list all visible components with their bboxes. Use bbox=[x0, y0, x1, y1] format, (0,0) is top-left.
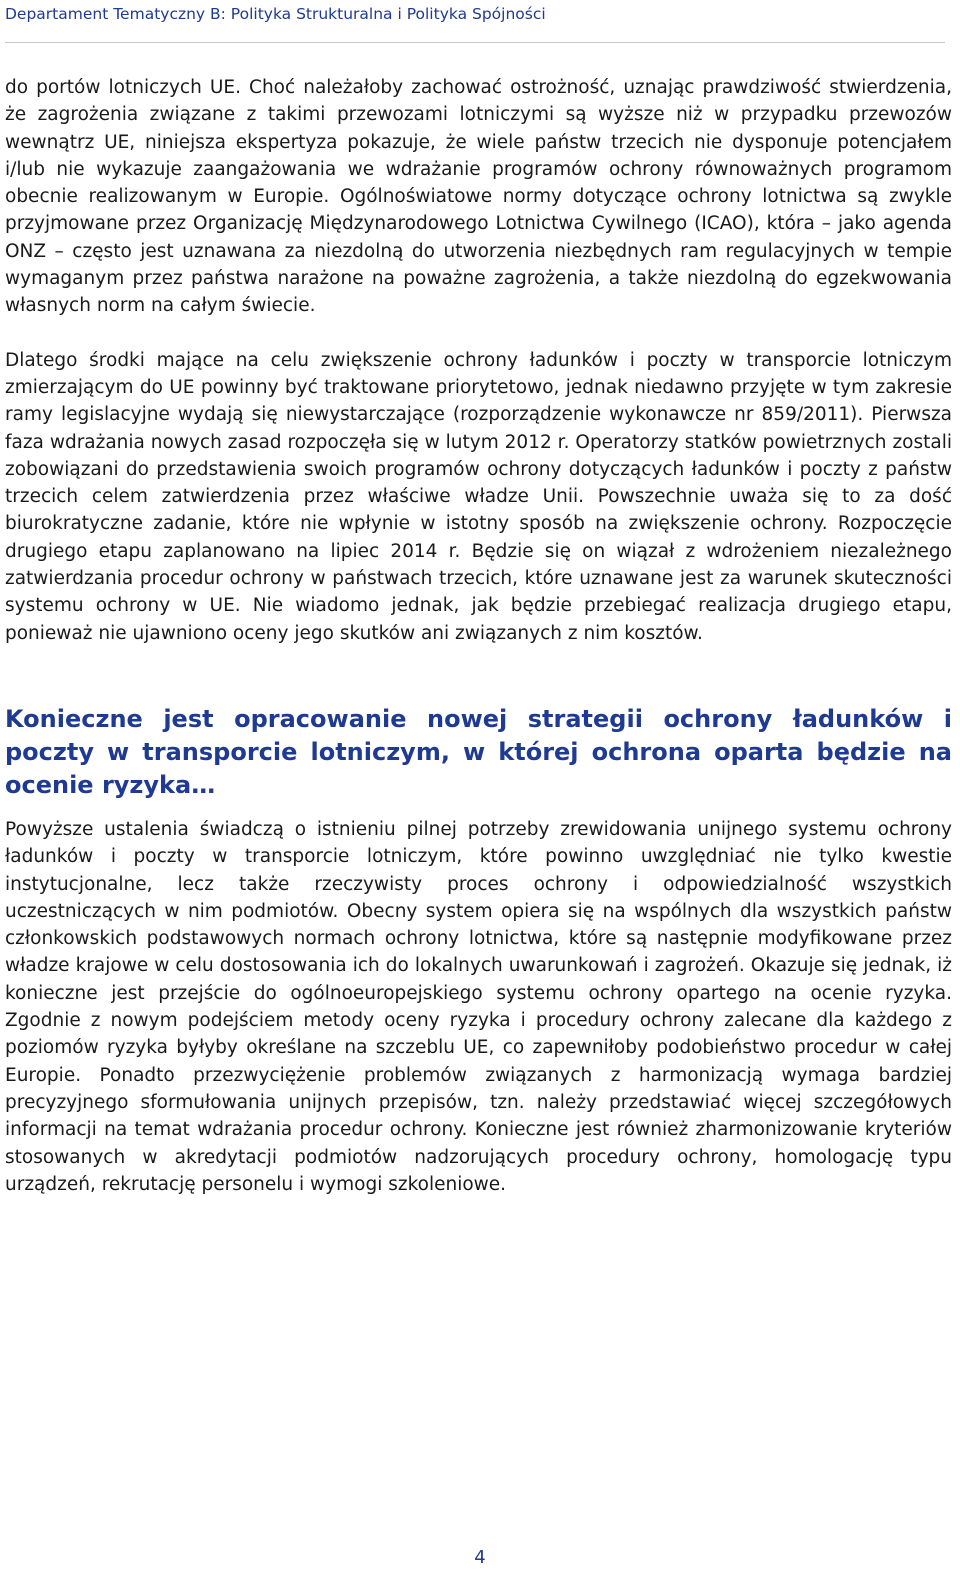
paragraph-2: Dlatego środki mające na celu zwiększenie ochrony ładunków i poczty w transporcie lotniczym zmierzającym do UE powinny być traktowane priorytetowo, jednak niedawno przyjęte w tym zakresie ramy legislacyjne wydają się niewystarczające (rozporządzenie wykonawcze nr 859/2011). Pierwsza faza wdrażania nowych zasad rozpoczęła się w lutym 2012 r. Operatorzy statków powietrznych zostali zobowiązani do przedstawienia swoich programów ochrony dotyczących ładunków i poczty z państw trzecich celem zatwierdzenia przez właściwe władze Unii. Powszechnie uważa się to za dość biurokratyczne zadanie, które nie wpłynie w istotny sposób na zwiększenie ochrony. Rozpoczęcie drugiego etapu zaplanowano na lipiec 2014 r. Będzie się on wiązał z wdrożeniem niezależnego zatwierdzania procedur ochrony w państwach trzecich, które uznawane jest za warunek skuteczności systemu ochrony w UE. Nie wiadomo jednak, jak będzie przebiegać realizacja drugiego etapu, ponieważ nie ujawniono oceny jego skutków ani związanych z nim kosztów. bbox=[5, 349, 952, 644]
section-heading: Konieczne jest opracowanie nowej strategii ochrony ładunków i poczty w transporcie lotniczym, w której ochrona oparta będzie na ocenie ryzyka… bbox=[5, 704, 952, 799]
page-number: 4 bbox=[474, 1547, 486, 1568]
paragraph-3: Powyższe ustalenia świadczą o istnieniu pilnej potrzeby zrewidowania unijnego systemu ochrony ładunków i poczty w transporcie lotniczym, które powinno uwzględniać nie tylko kwestie instytucjonalne, lecz także rzeczywisty proces ochrony i odpowiedzialność wszystkich uczestniczących w nim podmiotów. Obecny system opiera się na wspólnych dla wszystkich państw członkowskich podstawowych normach ochrony lotnictwa, które są następnie modyfikowane przez władze krajowe w celu dostosowania ich do lokalnych uwarunkowań i zagrożeń. Okazuje się jednak, iż konieczne jest przejście do ogólnoeuropejskiego systemu ochrony opartego na ocenie ryzyka. Zgodnie z nowym podejściem metody oceny ryzyka i procedury ochrony zalecane dla każdego z poziomów ryzyka byłyby określane na szczeblu UE, co zapewniłoby podobieństwo procedur w całej Europie. Ponadto przezwyciężenie problemów związanych z harmonizacją wymaga bardziej precyzyjnego sformułowania unijnych przepisów, tzn. należy przedstawiać więcej szczegółowych informacji na temat wdrażania procedur ochrony. Konieczne jest również zharmonizowanie kryteriów stosowanych w akredytacji podmiotów nadzorujących procedury ochrony, homologację typu urządzeń, rekrutację personelu i wymogi szkoleniowe. bbox=[5, 818, 952, 1195]
document-body bbox=[5, 74, 952, 1198]
header-divider bbox=[5, 42, 945, 43]
paragraph-1: do portów lotniczych UE. Choć należałoby zachować ostrożność, uznając prawdziwość stwierdzenia, że zagrożenia związane z takimi przewozami lotniczymi są wyższe niż w przypadku przewozów wewnątrz UE, niniejsza ekspertyza pokazuje, że wiele państw trzecich nie dysponuje potencjałem i/lub nie wykazuje zaangażowania we wdrażanie programów ochrony równoważnych programom obecnie realizowanym w Europie. Ogólnoświatowe normy dotyczące ochrony lotnictwa są zwykle przyjmowane przez Organizację Międzynarodowego Lotnictwa Cywilnego (ICAO), która – jako agenda ONZ – często jest uznawana za niezdolną do utworzenia niezbędnych ram regulacyjnych w tempie wymaganym przez państwa narażone na poważne zagrożenia, a także niezdolną do egzekwowania własnych norm na całym świecie. bbox=[5, 77, 952, 317]
page-header: Departament Tematyczny B: Polityka Strukturalna i Polityka Spójności bbox=[5, 5, 546, 23]
